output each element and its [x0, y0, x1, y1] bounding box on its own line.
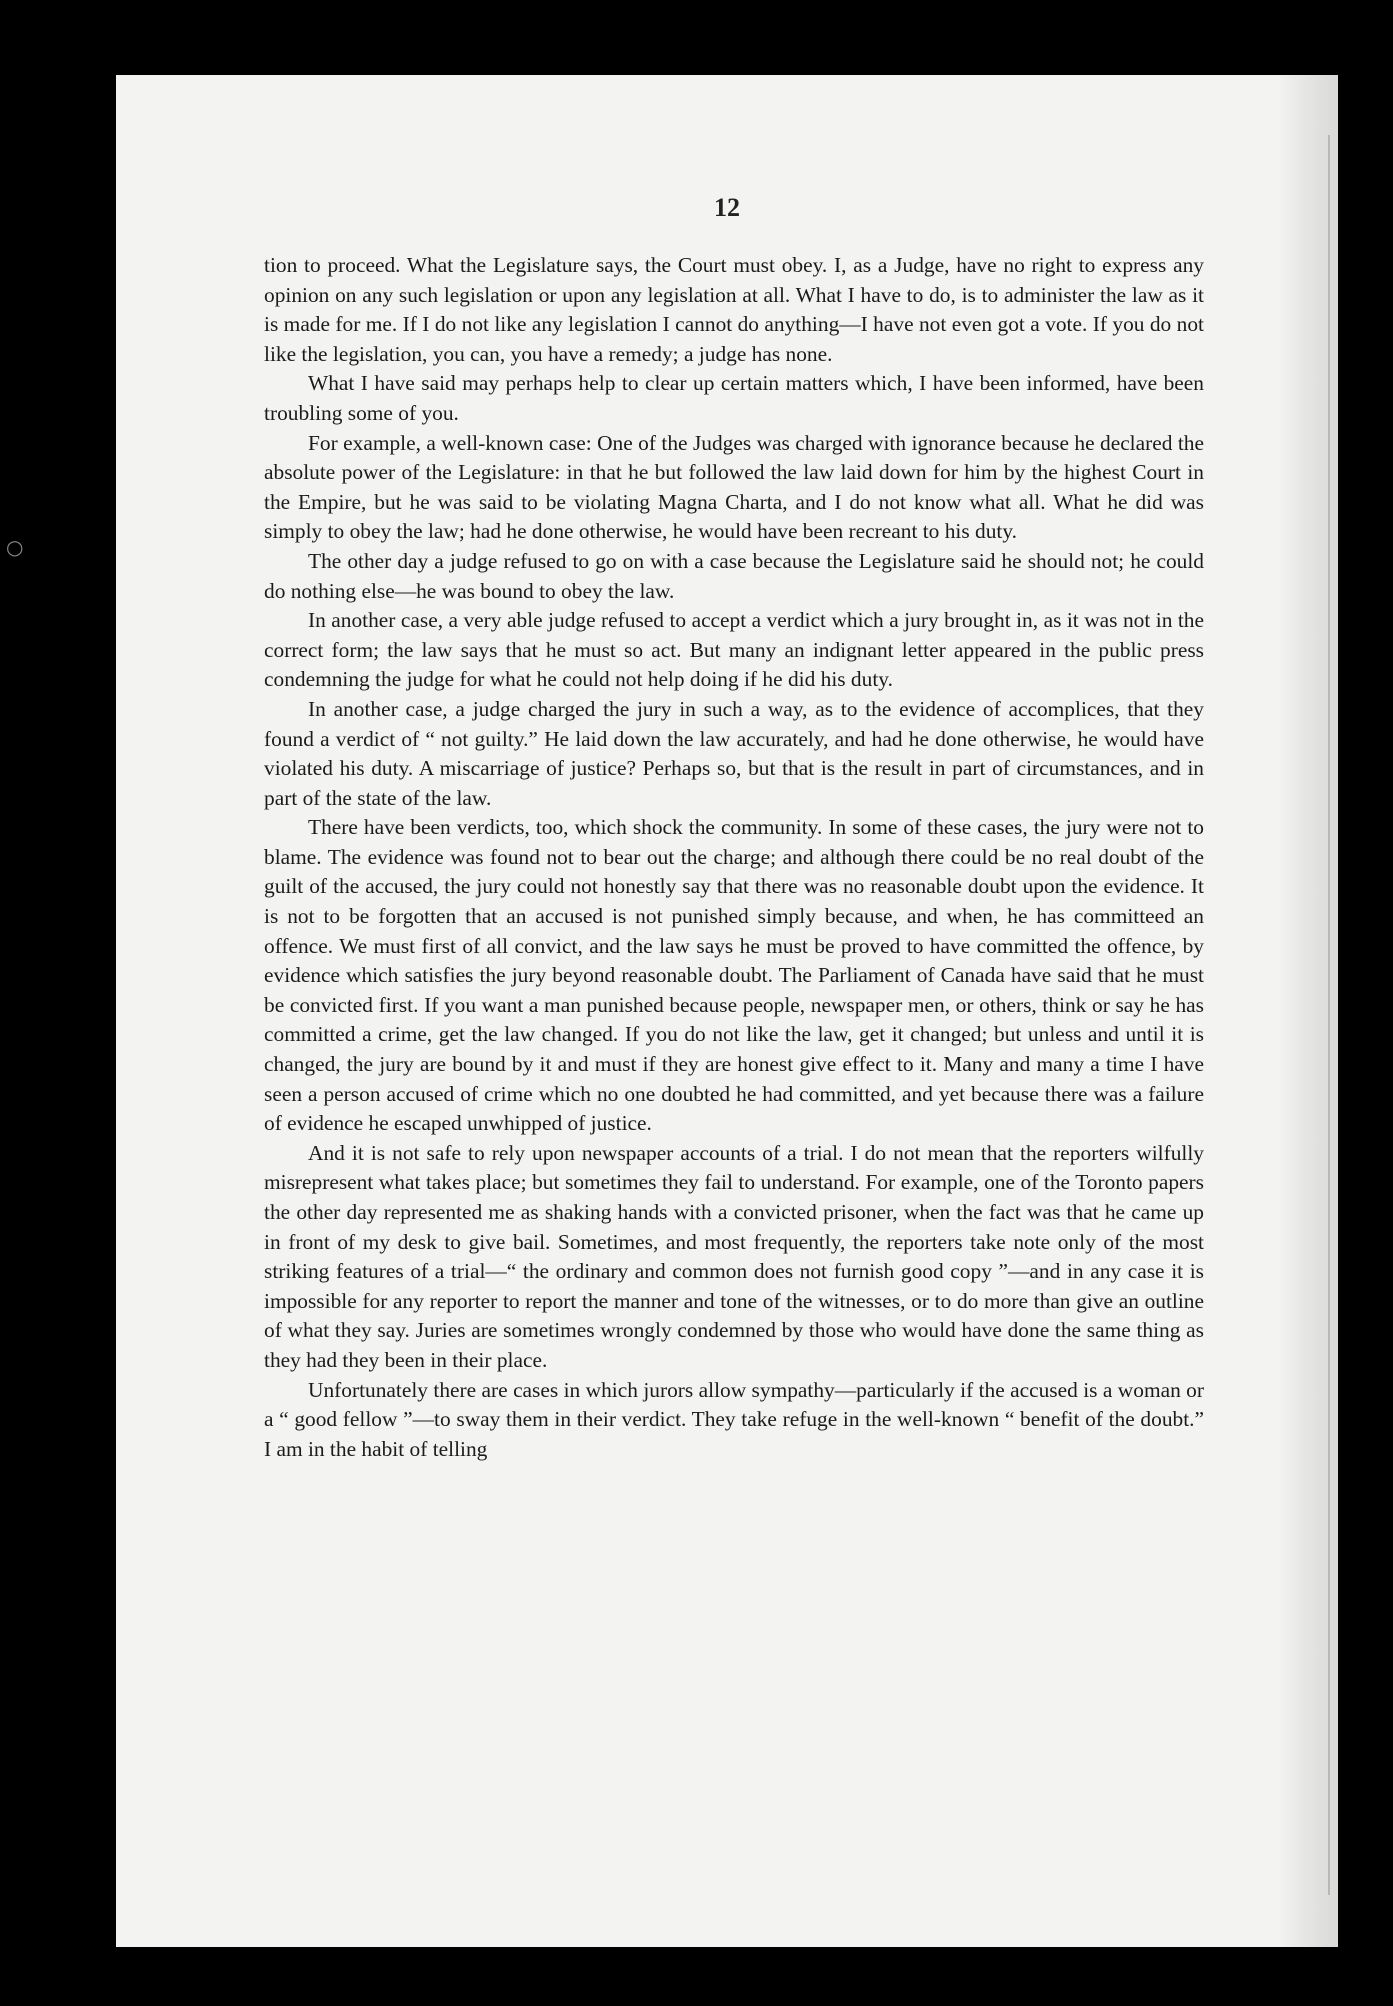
paragraph-3: For example, a well-known case: One of the Judges was charged with ignorance because he declared the absolute power of the Legislature: in that he but followed the law laid down for him by the highest Court in the Empire, but he was said to be violating Magna Charta, and I do not know what all. What he did was simply to obey the law; had he done otherwise, he would have been recreant to his duty. — [264, 430, 1204, 544]
paragraph-6: In another case, a judge charged the jury in such a way, as to the evidence of accomplices, that they found a verdict of “ not guilty.” He laid down the law accurately, and had he done otherwise, he would have violated his duty. A miscarriage of justice? Perhaps so, but that is the result in part of circumstances, and in part of the state of the law. — [264, 696, 1204, 810]
scan-artifact-mark: ○ — [6, 535, 24, 559]
paragraph-8: And it is not safe to rely upon newspaper accounts of a trial. I do not mean that the reporters wilfully misrepresent what takes place; but sometimes they fail to understand. For example, one of the Toronto papers the other day represented me as shaking hands with a convicted prisoner, when the fact was that he came up in front of my desk to give bail. Sometimes, and most frequently, the reporters take note only of the most striking features of a trial—“ the ordinary and common does not furnish good copy ”—and in any case it is impossible for any reporter to report the manner and tone of the witnesses, or to do more than give an outline of what they say. Juries are sometimes wrongly condemned by those who would have done the same thing as they had they been in their place. — [264, 1140, 1204, 1372]
paragraph-9: Unfortunately there are cases in which jurors allow sympathy—particularly if the accused is a woman or a “ good fellow ”—to sway them in their verdict. They take refuge in the well-known “ benefit of the doubt.” I am in the habit of telling — [264, 1377, 1204, 1461]
paragraph-7: There have been verdicts, too, which shock the community. In some of these cases, the jury were not to blame. The evidence was found not to bear out the charge; and although there could be no real doubt of the guilt of the accused, the jury could not honestly say that there was no reasonable doubt upon the evidence. It is not to be forgotten that an accused is not punished simply because, and when, he has committeed an offence. We must first of all convict, and the law says he must be proved to have committed the offence, by evidence which satisfies the jury beyond reasonable doubt. The Parliament of Canada have said that he must be convicted first. If you want a man punished because people, newspaper men, or others, think or say he has committed a crime, get the law changed. If you do not like the law, get it changed; but unless and until it is changed, the jury are bound by it and must if they are honest give effect to it. Many and many a time I have seen a person accused of crime which no one doubted he had committed, and yet because there was a failure of evidence he escaped unwhipped of justice. — [264, 815, 1204, 1136]
page-number: 12 — [714, 193, 740, 222]
paragraph-4: The other day a judge refused to go on with a case because the Legislature said he should not; he could do nothing else—he was bound to obey the law. — [264, 548, 1204, 603]
document-page — [6, 75, 1338, 1947]
gutter-line — [1328, 135, 1330, 1895]
document-body — [264, 251, 1204, 1464]
page-gutter-shadow — [1278, 75, 1338, 1947]
paragraph-2: What I have said may perhaps help to clear up certain matters which, I have been informed, have been troubling some of you. — [264, 371, 1204, 425]
paragraph-1: tion to proceed. What the Legislature says, the Court must obey. I, as a Judge, have no right to express any opinion on any such legislation or upon any legislation at all. What I have to do, is to administer the law as it is made for me. If I do not like any legislation I cannot do anything—I have not even got a vote. If you do not like the legislation, you can, you have a remedy; a judge has none. — [264, 253, 1204, 366]
paragraph-5: In another case, a very able judge refused to accept a verdict which a jury brought in, as it was not in the correct form; the law says that he must so act. But many an indignant letter appeared in the public press condemning the judge for what he could not help doing if he did his duty. — [264, 608, 1204, 692]
